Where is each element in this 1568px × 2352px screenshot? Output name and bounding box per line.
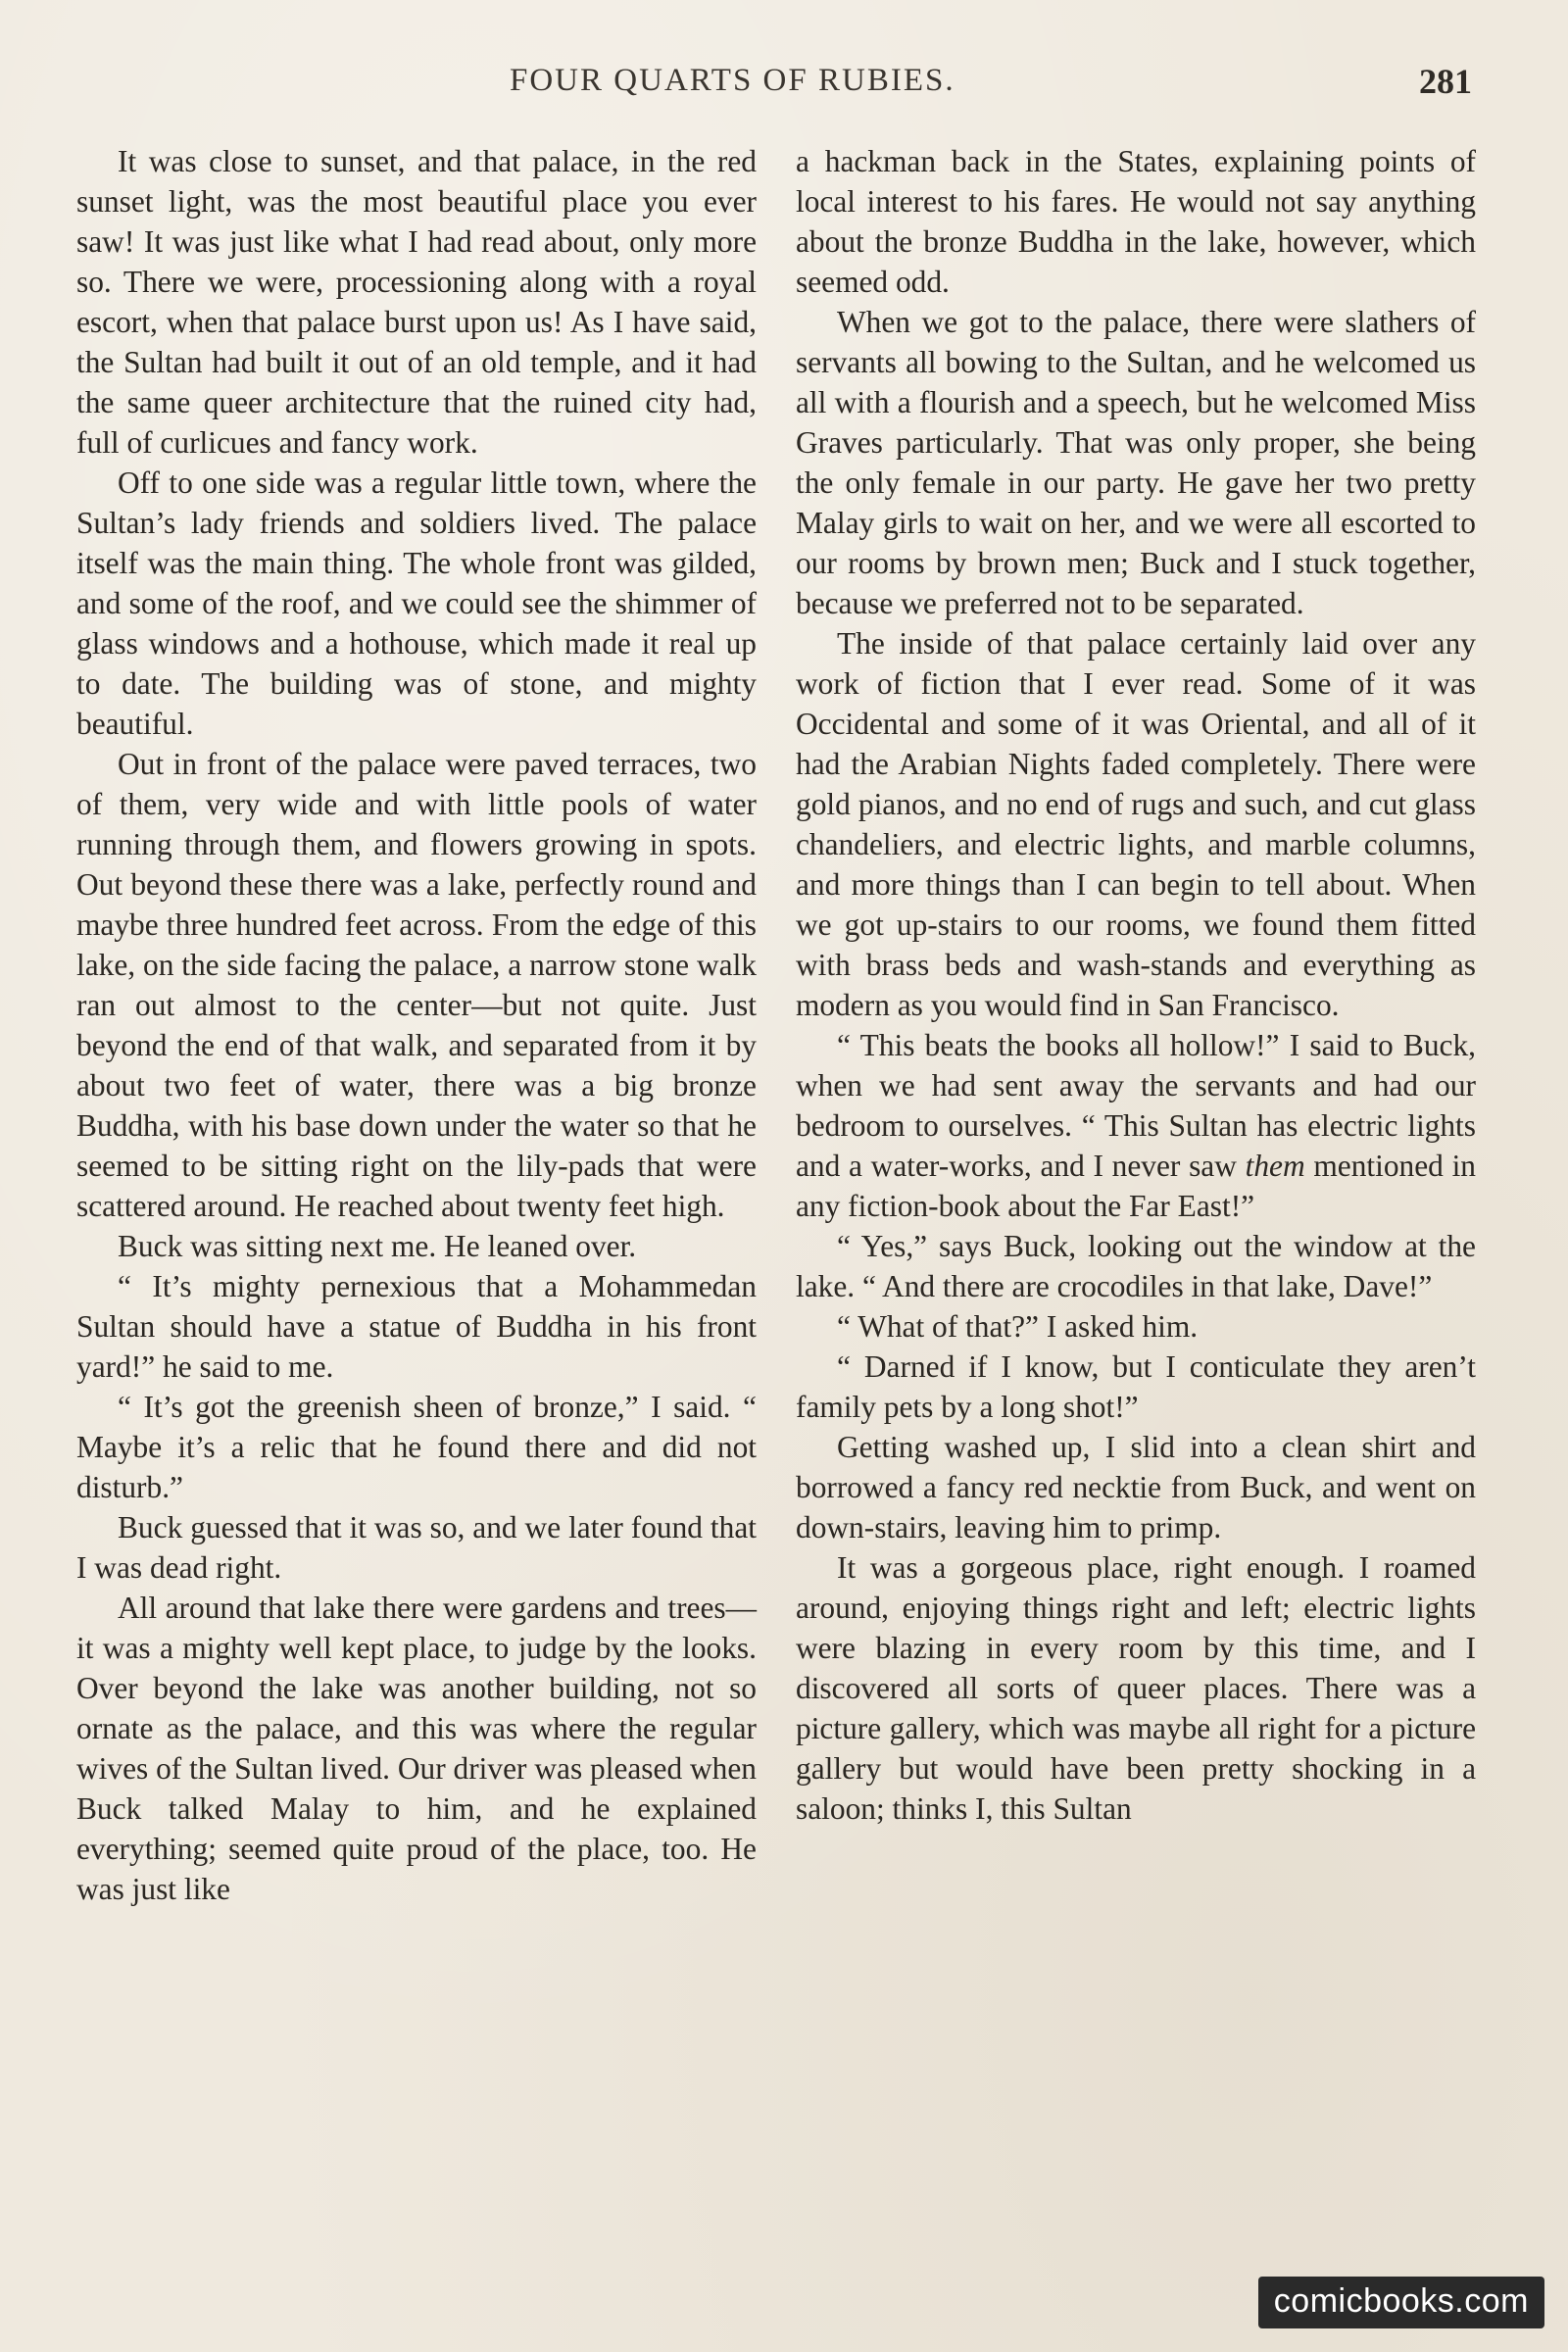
paragraph: The inside of that palace certainly laid over any work of fiction that I ever read. Some of it was Occidental and some of it was Oriental, and all of it had the Arabian Nights faded completely. There were gold pianos, and no end of rugs and such, and cut glass chandeliers, and electric lights, and marble columns, and more things than I can begin to tell about. When we got up-stairs to our rooms, we found them fitted with brass beds and wash-stands and everything as modern as you would find in San Francisco. — [796, 626, 1476, 1022]
paragraph: Off to one side was a regular little town, where the Sultan’s lady friends and soldiers lived. The palace itself was the main thing. The whole front was gilded, and some of the roof, and we could see the shimmer of glass windows and a hothouse, which made it real up to date. The building was of stone, and mighty beautiful. — [76, 466, 757, 741]
paragraph: It was a gorgeous place, right enough. I roamed around, enjoying things right and left; electric lights were blazing in every room by this time, and I discovered all sorts of queer places. There was a picture gallery, which was maybe all right for a picture gallery but would have been pretty shocking in a saloon; thinks I, this Sultan — [796, 1550, 1476, 1826]
left-text-column — [76, 141, 757, 1909]
paragraph-text: mentioned in any fiction-book about the Far East!” — [796, 1149, 1477, 1223]
paragraph — [796, 1025, 1476, 1226]
page-number: 281 — [1419, 62, 1472, 101]
paragraph: Getting washed up, I slid into a clean shirt and borrowed a fancy red necktie from Buck, and went on down-stairs, leaving him to primp. — [796, 1430, 1476, 1544]
running-head-title: FOUR QUARTS OF RUBIES. — [510, 63, 956, 98]
paragraph: It was close to sunset, and that palace, in the red sunset light, was the most beautiful place you ever saw! It was just like what I had read about, only more so. There we were, processioning along with a royal escort, when that palace burst upon us! As I have said, the Sultan had built it out of an old temple, and it had the same queer architecture that the ruined city had, full of curlicues and fancy work. — [76, 144, 757, 460]
paragraph: “ It’s got the greenish sheen of bronze,” I said. “ Maybe it’s a relic that he found there and did not disturb.” — [76, 1390, 757, 1504]
paragraph: Buck guessed that it was so, and we later found that I was dead right. — [76, 1510, 757, 1585]
right-text-column — [796, 141, 1476, 1829]
watermark-logo: comicbooks.com — [1258, 2277, 1544, 2328]
paragraph: Buck was sitting next me. He leaned over. — [118, 1229, 637, 1263]
italic-word: them — [1245, 1149, 1305, 1183]
paragraph-text: “ This beats the books all hollow!” I said to Buck, when we had sent away the servants and had our bedroom to ourselves. “ This Sultan has electric lights and a water-works, and I never saw — [796, 1028, 1476, 1183]
paragraph: “ Yes,” says Buck, looking out the window at the lake. “ And there are crocodiles in that lake, Dave!” — [796, 1229, 1476, 1303]
paragraph-continuation: a hackman back in the States, explaining points of local interest to his fares. He would not say anything about the bronze Buddha in the lake, however, which seemed odd. — [796, 144, 1476, 299]
paragraph: “ What of that?” I asked him. — [837, 1309, 1199, 1344]
paragraph: All around that lake there were gardens and trees—it was a mighty well kept place, to judge by the looks. Over beyond the lake was another building, not so ornate as the palace, and this was where the regular wives of the Sultan lived. Our driver was pleased when Buck talked Malay to him, and he explained everything; seemed quite proud of the place, too. He was just like — [76, 1591, 757, 1906]
paragraph: Out in front of the palace were paved terraces, two of them, very wide and with little pools of water running through them, and flowers growing in spots. Out beyond these there was a lake, perfectly round and maybe three hundred feet across. From the edge of this lake, on the side facing the palace, a narrow stone walk ran out almost to the center—but not quite. Just beyond the end of that walk, and separated from it by about two feet of water, there was a big bronze Buddha, with his base down under the water so that he seemed to be sitting right on the lily-pads that were scattered around. He reached about twenty feet high. — [76, 747, 757, 1223]
paragraph: “ Darned if I know, but I conticulate they aren’t family pets by a long shot!” — [796, 1349, 1476, 1424]
paragraph: When we got to the palace, there were slathers of servants all bowing to the Sultan, and he welcomed us all with a flourish and a speech, but he welcomed Miss Graves particularly. That was only proper, she being the only female in our party. He gave her two pretty Malay girls to wait on her, and we were all escorted to our rooms by brown men; Buck and I stuck together, because we preferred not to be separated. — [796, 305, 1476, 620]
paragraph: “ It’s mighty pernexious that a Mohammedan Sultan should have a statue of Buddha in his front yard!” he said to me. — [76, 1269, 757, 1384]
